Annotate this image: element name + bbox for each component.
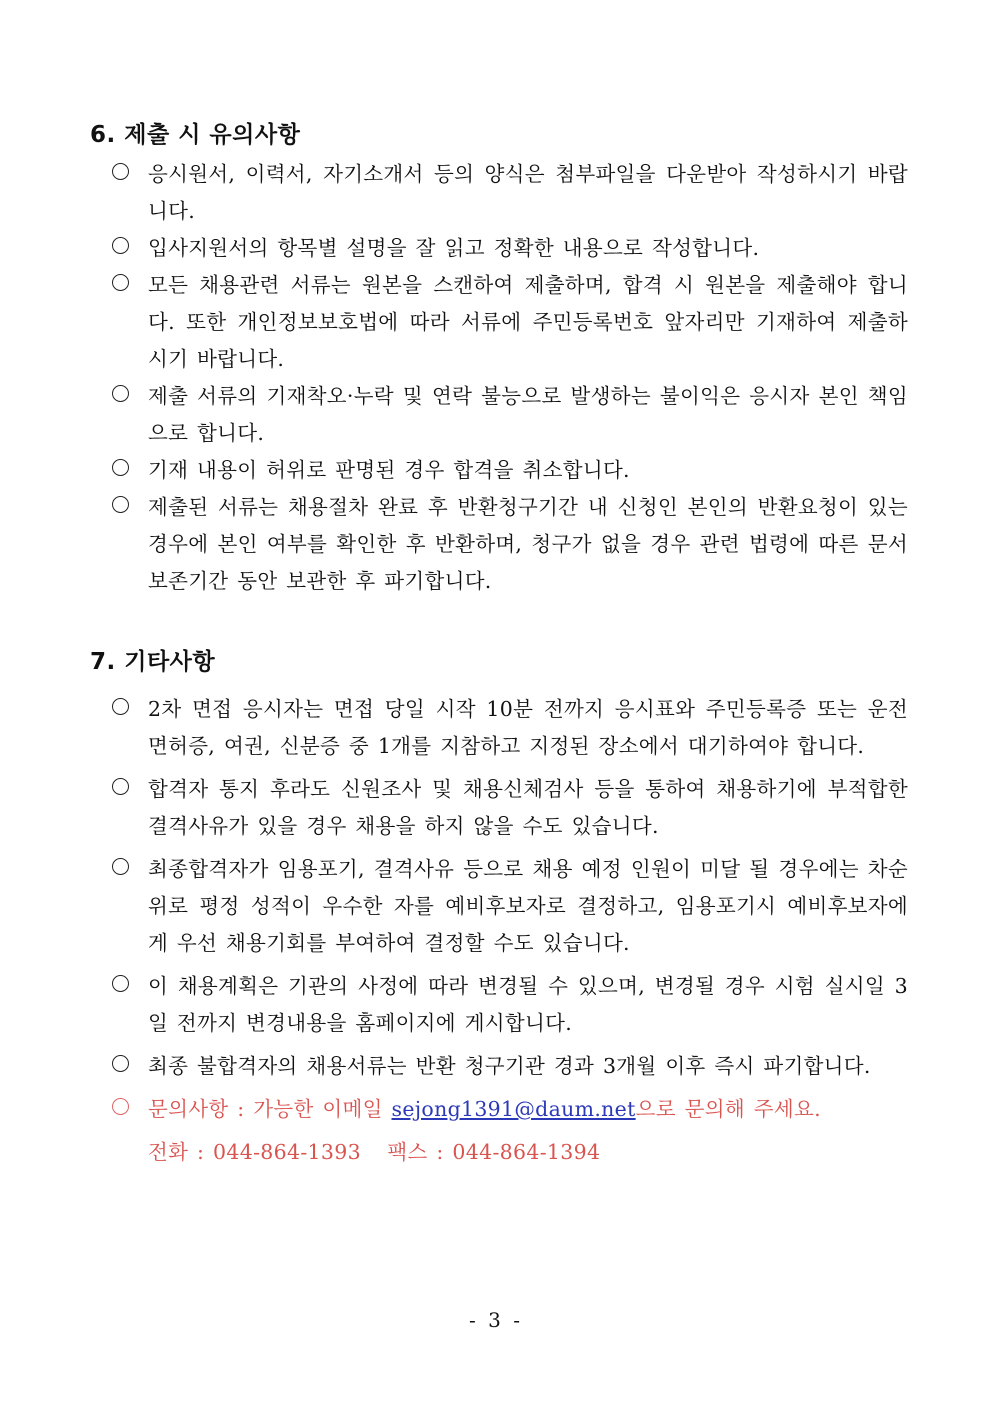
circle-bullet-icon	[112, 778, 129, 795]
circle-bullet-icon	[112, 698, 129, 715]
list-item: 기재 내용이 허위로 판명된 경우 합격을 취소합니다.	[112, 452, 908, 489]
circle-bullet-icon	[112, 975, 129, 992]
section-6-heading: 6. 제출 시 유의사항	[90, 122, 301, 148]
section-7-heading: 7. 기타사항	[90, 649, 216, 675]
circle-bullet-icon	[112, 163, 129, 180]
list-item: 합격자 통지 후라도 신원조사 및 채용신체검사 등을 통하여 채용하기에 부적합한 결격사유가 있을 경우 채용을 하지 않을 수도 있습니다.	[112, 771, 908, 845]
list-item: 입사지원서의 항목별 설명을 잘 읽고 정확한 내용으로 작성합니다.	[112, 230, 908, 267]
contact-item	[112, 1091, 908, 1171]
circle-bullet-icon	[112, 1098, 129, 1115]
circle-bullet-icon	[112, 496, 129, 513]
list-item: 이 채용계획은 기관의 사정에 따라 변경될 수 있으며, 변경될 경우 시험 실시일 3일 전까지 변경내용을 홈페이지에 게시합니다.	[112, 968, 908, 1042]
circle-bullet-icon	[112, 1055, 129, 1072]
section-7-list	[112, 691, 908, 1177]
circle-bullet-icon	[112, 237, 129, 254]
list-item: 최종 불합격자의 채용서류는 반환 청구기관 경과 3개월 이후 즉시 파기합니다.	[112, 1048, 908, 1085]
email-link[interactable]: sejong1391@daum.net	[391, 1097, 636, 1121]
phone-fax-line: 전화 : 044-864-1393 팩스 : 044-864-1394	[148, 1140, 601, 1164]
list-item: 모든 채용관련 서류는 원본을 스캔하여 제출하며, 합격 시 원본을 제출해야 합니다. 또한 개인정보보호법에 따라 서류에 주민등록번호 앞자리만 기재하여 제출하시기 바랍니다.	[112, 267, 908, 378]
list-item: 제출 서류의 기재착오·누락 및 연락 불능으로 발생하는 불이익은 응시자 본인 책임으로 합니다.	[112, 378, 908, 452]
list-item: 제출된 서류는 채용절차 완료 후 반환청구기간 내 신청인 본인의 반환요청이 있는 경우에 본인 여부를 확인한 후 반환하며, 청구가 없을 경우 관련 법령에 따른 문서 보존기간 동안 보관한 후 파기합니다.	[112, 489, 908, 600]
page-number: - 3 -	[469, 1308, 523, 1332]
list-item: 최종합격자가 임용포기, 결격사유 등으로 채용 예정 인원이 미달 될 경우에는 차순위로 평정 성적이 우수한 자를 예비후보자로 결정하고, 임용포기시 예비후보자에게 우선 채용기회를 부여하여 결정할 수도 있습니다.	[112, 851, 908, 962]
contact-prefix: 문의사항 : 가능한 이메일	[148, 1097, 392, 1121]
circle-bullet-icon	[112, 459, 129, 476]
list-item: 2차 면접 응시자는 면접 당일 시작 10분 전까지 응시표와 주민등록증 또는 운전면허증, 여권, 신분증 중 1개를 지참하고 지정된 장소에서 대기하여야 합니다.	[112, 691, 908, 765]
circle-bullet-icon	[112, 385, 129, 402]
contact-suffix: 으로 문의해 주세요.	[635, 1097, 821, 1121]
list-item: 응시원서, 이력서, 자기소개서 등의 양식은 첨부파일을 다운받아 작성하시기 바랍니다.	[112, 156, 908, 230]
section-6-list	[112, 156, 908, 600]
circle-bullet-icon	[112, 858, 129, 875]
circle-bullet-icon	[112, 274, 129, 291]
